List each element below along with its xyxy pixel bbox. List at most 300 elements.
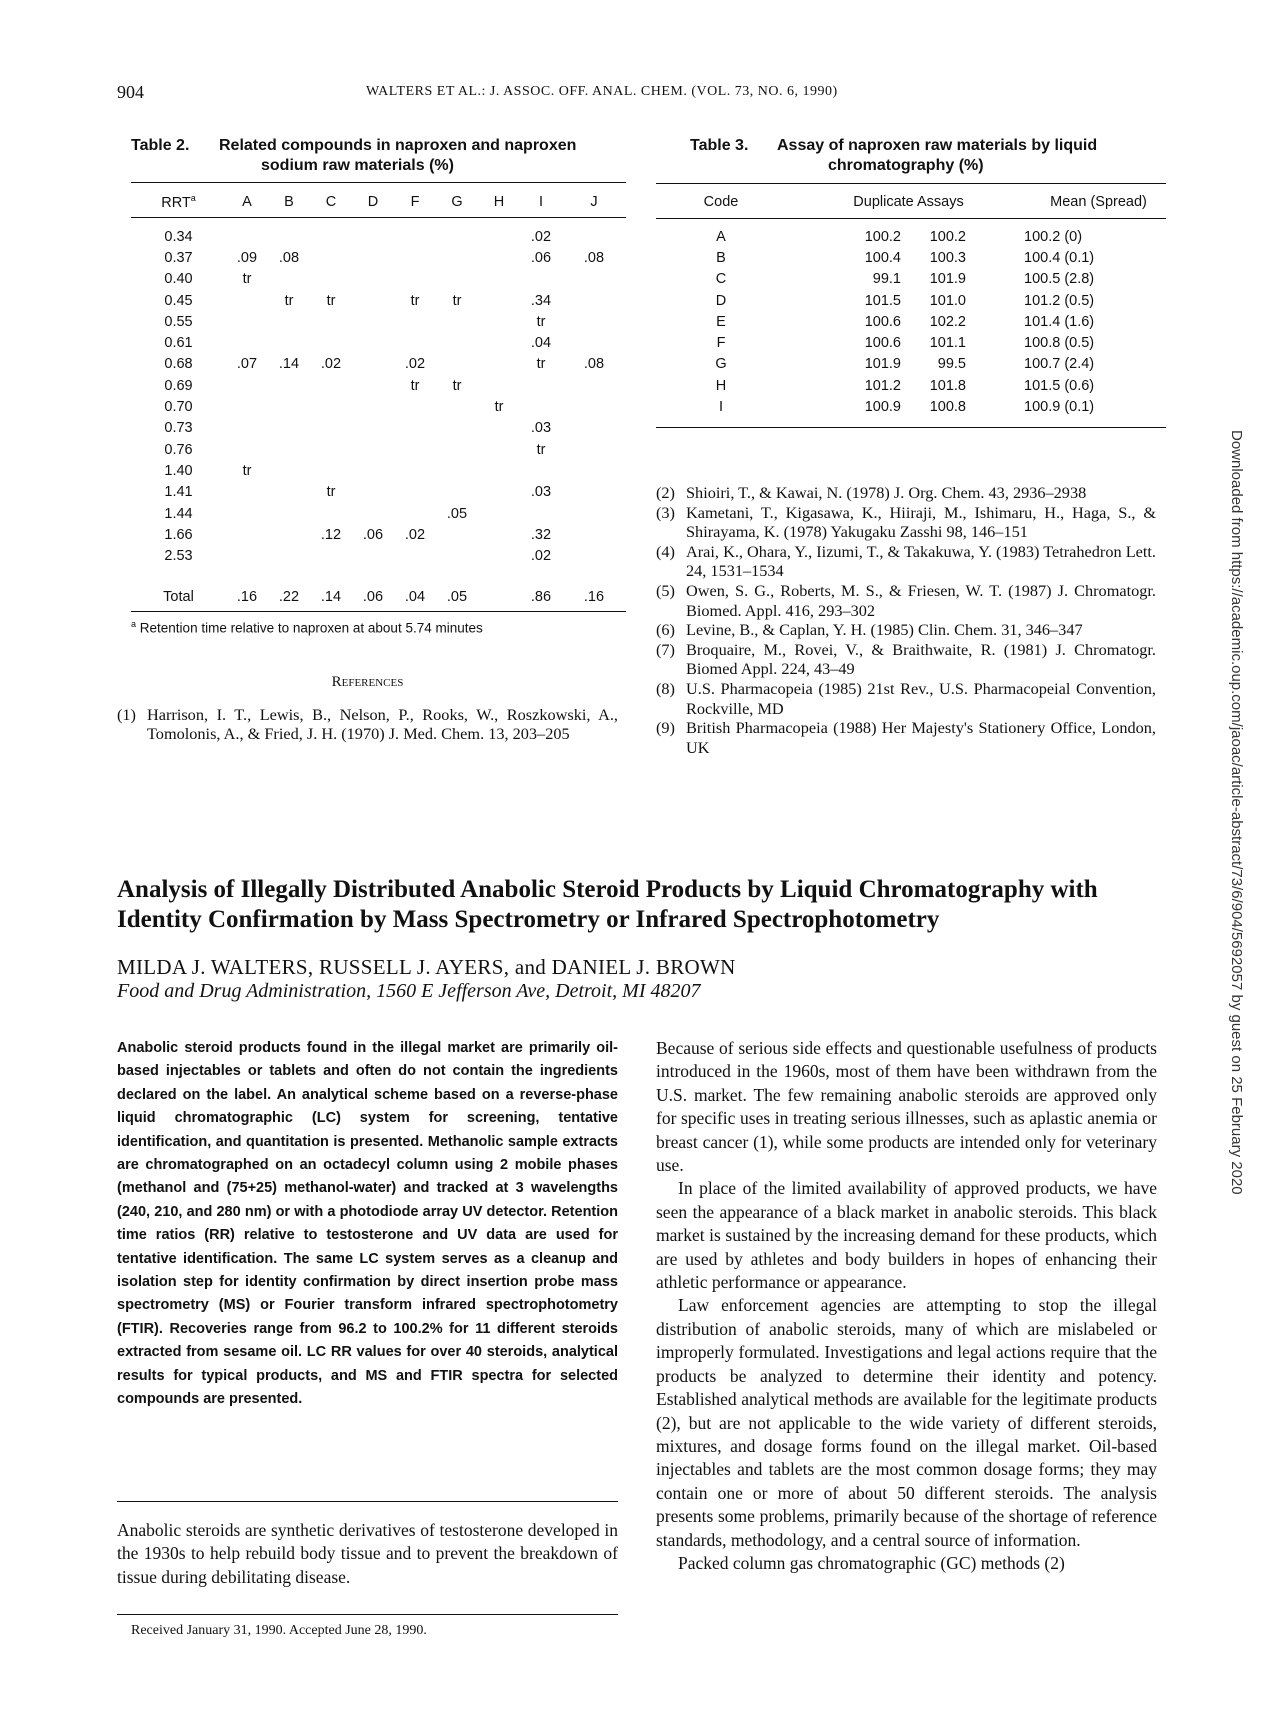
table2-cell: .08 xyxy=(583,356,605,373)
right-column-text xyxy=(656,1037,1157,1575)
table2-cell xyxy=(478,545,520,566)
table3-cell: 100.7 (2.4) xyxy=(1024,356,1095,373)
table2-cell xyxy=(478,460,520,481)
reference-5-text: Owen, S. G., Roberts, M. S., & Friesen, W. T. (1987) J. Chromatogr. Biomed. Appl. 416, 293–302 xyxy=(686,580,1156,620)
table2-cell xyxy=(562,269,626,290)
reference-3-number: (3) xyxy=(656,502,675,522)
table2-cell xyxy=(310,418,352,439)
table2-cell xyxy=(436,247,478,268)
table3-cell: 101.2 xyxy=(864,377,901,394)
table2-cell xyxy=(394,269,436,290)
table3-header-rule xyxy=(656,218,1166,219)
table2-head-rrt xyxy=(131,191,226,212)
table2-cell xyxy=(562,482,626,503)
table2-cell: .04 xyxy=(530,335,552,352)
table3-cell: 101.1 xyxy=(929,335,966,352)
reference-7-number: (7) xyxy=(656,639,675,659)
table2-cell: .12 xyxy=(320,526,342,543)
table2-cell xyxy=(352,269,394,290)
table3-cell: C xyxy=(715,271,727,288)
table2-cell xyxy=(310,503,352,524)
table2-cell xyxy=(478,247,520,268)
table3-cell: B xyxy=(716,249,726,266)
reference-8-number: (8) xyxy=(656,678,675,698)
table2-cell: .14 xyxy=(278,356,300,373)
table2-top-rule xyxy=(131,182,626,183)
table2-cell xyxy=(310,332,352,353)
reference-4-number: (4) xyxy=(656,541,675,561)
table3-cell: 102.2 xyxy=(929,313,966,330)
reference-9-text: British Pharmacopeia (1988) Her Majesty's Stationery Office, London, UK xyxy=(686,718,1156,757)
table2-cell xyxy=(352,503,394,524)
table3-cell: E xyxy=(716,313,726,330)
table2-title-line1: Related compounds in naproxen and naproxen xyxy=(219,137,577,154)
table2-head-label: B xyxy=(284,193,294,210)
table3-title-line2: chromatography (%) xyxy=(828,157,984,174)
table2-cell xyxy=(268,311,310,332)
table2-cell xyxy=(352,375,394,396)
table2-cell xyxy=(394,545,436,566)
table2-cell: .08 xyxy=(583,249,605,266)
table2-body-table xyxy=(131,226,626,567)
table2-cell: 0.40 xyxy=(164,271,193,288)
table3-cell: 100.2 xyxy=(864,228,901,245)
table3-cell: 101.4 (1.6) xyxy=(1024,313,1095,330)
table2-cell xyxy=(436,311,478,332)
table3-cell: A xyxy=(716,228,726,245)
reference-1-text: Harrison, I. T., Lewis, B., Nelson, P., Rooks, W., Roszkowski, A., Tomolonis, A., & Fried, J. H. (1970) J. Med. Chem. 13, 203–205 xyxy=(147,704,618,744)
footnote-divider xyxy=(117,1614,618,1615)
reference-5 xyxy=(656,581,1156,620)
table3-top-rule xyxy=(656,183,1166,184)
table2-cell: .03 xyxy=(530,420,552,437)
table2-cell xyxy=(226,311,268,332)
table2-head-label: A xyxy=(242,193,252,210)
table2-cell xyxy=(562,311,626,332)
abstract: Anabolic steroid products found in the illegal market are primarily oil-based injectables or tablets and often do not contain the ingredients declared on the label. An analytical scheme based on a reverse-phase liquid chromatographic (LC) system for screening, tentative identification, and quantitation is presented. Methanolic sample extracts are chromatographed on an octadecyl column using 2 mobile phases (methanol and (75+25) methanol-water) and tracked at 3 wavelengths (240, 210, and 280 nm) or with a photodiode array UV detector. Retention time ratios (RR) relative to testosterone and UV data are used for tentative identification. The same LC system serves as a cleanup and isolation step for identity confirmation by direct insertion probe mass spectrometry (MS) or Fourier transform infrared spectrophotometry (FTIR). Recoveries range from 96.2 to 100.2% for 11 different steroids extracted from sesame oil. LC RR values for over 40 steroids, analytical results for typical products, and MS and FTIR spectra for selected compounds are presented. xyxy=(117,1040,618,1408)
table2-cell xyxy=(394,503,436,524)
table2-head-c xyxy=(310,191,352,212)
table2-head-f xyxy=(394,191,436,212)
table2-cell xyxy=(478,503,520,524)
table2-cell xyxy=(478,290,520,311)
table2-cell xyxy=(310,375,352,396)
table3-cell: 101.0 xyxy=(929,292,966,309)
table2-cell xyxy=(478,524,520,545)
table2-cell: 1.44 xyxy=(164,505,193,522)
table2-cell xyxy=(352,482,394,503)
table2-cell xyxy=(562,290,626,311)
table2-total-table xyxy=(131,586,626,607)
reference-1 xyxy=(117,705,618,744)
table3-cell: 100.9 (0.1) xyxy=(1024,399,1095,416)
references-right xyxy=(656,483,1156,757)
table3-cell: 100.8 (0.5) xyxy=(1024,335,1095,352)
table-row xyxy=(131,439,626,460)
reference-7-text: Broquaire, M., Rovei, V., & Braithwaite, R. (1981) J. Chromatogr. Biomed Appl. 224, 43–49 xyxy=(686,639,1156,679)
table2-cell: .06 xyxy=(362,526,384,543)
table2-cell xyxy=(520,460,562,481)
table2-head-h xyxy=(478,191,520,212)
table2-cell: .32 xyxy=(530,526,552,543)
table2-cell: .05 xyxy=(446,505,468,522)
table2-cell xyxy=(310,226,352,247)
received-note: Received January 31, 1990. Accepted June 28, 1990. xyxy=(131,1623,427,1638)
reference-3-text: Kametani, T., Kigasawa, K., Hiiraji, M., Ishimaru, H., Haga, S., & Shirayama, K. (1978) Yakugaku Zasshi 98, 146–151 xyxy=(686,502,1156,542)
reference-3 xyxy=(656,503,1156,542)
table3-caption xyxy=(690,136,1170,174)
table2-cell xyxy=(394,247,436,268)
table2-cell: tr xyxy=(452,377,462,394)
table2-cell xyxy=(436,545,478,566)
table2-cell xyxy=(268,269,310,290)
table-row xyxy=(131,482,626,503)
table2-total-cell: .05 xyxy=(446,588,468,605)
table2-cell: 0.73 xyxy=(164,420,193,437)
table2-total-cell: .22 xyxy=(278,588,300,605)
table3-cell: 100.3 xyxy=(929,249,966,266)
table2-cell xyxy=(436,482,478,503)
table2-bottom-rule xyxy=(131,611,626,612)
table2-cell: 2.53 xyxy=(164,548,193,565)
table2-cell xyxy=(352,226,394,247)
table2-cell xyxy=(394,418,436,439)
reference-1-number: (1) xyxy=(117,704,136,724)
table3-cell: 100.4 (0.1) xyxy=(1024,249,1095,266)
table2-cell: 0.55 xyxy=(164,313,193,330)
table3-cell: 101.5 xyxy=(864,292,901,309)
table3-cell: 100.6 xyxy=(864,313,901,330)
table-row xyxy=(656,375,1166,396)
table2-cell: 0.69 xyxy=(164,377,193,394)
table2-head-d xyxy=(352,191,394,212)
table3-cell: 100.4 xyxy=(864,249,901,266)
table2-cell xyxy=(436,524,478,545)
table2-cell xyxy=(436,396,478,417)
table-row xyxy=(131,503,626,524)
table2-head-g xyxy=(436,191,478,212)
author-list: MILDA J. WALTERS, RUSSELL J. AYERS, and DANIEL J. BROWN xyxy=(117,955,736,979)
table2-cell xyxy=(352,545,394,566)
table2-cell xyxy=(310,269,352,290)
table2-cell: tr xyxy=(242,271,252,288)
table2-cell: tr xyxy=(326,292,336,309)
table-row xyxy=(656,290,1166,311)
references-left xyxy=(117,673,618,744)
table2-cell xyxy=(268,418,310,439)
table2-cell: tr xyxy=(536,356,546,373)
table2-cell xyxy=(562,503,626,524)
table3-cell: 101.5 (0.6) xyxy=(1024,377,1095,394)
table2-footnote-mark: a xyxy=(131,619,137,629)
table3-cell: 101.9 xyxy=(929,271,966,288)
body-paragraph-4: Packed column gas chromatographic (GC) methods (2) xyxy=(678,1552,1065,1573)
reference-7 xyxy=(656,640,1156,679)
references-heading: References xyxy=(331,674,404,690)
table2-cell xyxy=(520,269,562,290)
table2-head-b xyxy=(268,191,310,212)
table3-cell: 100.9 xyxy=(864,399,901,416)
table-row xyxy=(131,247,626,268)
table2-cell xyxy=(352,247,394,268)
table2-cell: 0.68 xyxy=(164,356,193,373)
table2-cell xyxy=(226,226,268,247)
table2-cell xyxy=(562,375,626,396)
author-affiliation: Food and Drug Administration, 1560 E Jefferson Ave, Detroit, MI 48207 xyxy=(117,980,701,1002)
table2-head-label: D xyxy=(367,193,379,210)
table2-cell xyxy=(478,439,520,460)
reference-9-number: (9) xyxy=(656,718,675,738)
table2-cell: .02 xyxy=(320,356,342,373)
table3-cell: F xyxy=(716,335,726,352)
table2-footnote-text: Retention time relative to naproxen at about 5.74 minutes xyxy=(139,620,483,636)
table2-cell xyxy=(310,439,352,460)
body-paragraph-2: In place of the limited availability of approved products, we have seen the appearance of a black market in anabolic steroids. This black market is sustained by the increasing demand for these products, which are used by athletes and body builders in hopes of enhancing their athletic performance or appearance. xyxy=(656,1178,1157,1293)
table2-cell: .03 xyxy=(530,484,552,501)
table2-cell xyxy=(226,375,268,396)
table2-cell xyxy=(520,396,562,417)
table2-cell xyxy=(268,524,310,545)
table2-cell: .08 xyxy=(278,249,300,266)
table2-cell: 0.76 xyxy=(164,441,193,458)
table2-cell xyxy=(226,290,268,311)
table2-head-label: J xyxy=(590,193,598,210)
table3-head-mean: Mean (Spread) xyxy=(1050,193,1147,210)
table2-total-cell: .14 xyxy=(320,588,342,605)
table2-cell xyxy=(436,269,478,290)
table2-cell xyxy=(478,482,520,503)
table3-cell: 100.5 (2.8) xyxy=(1024,271,1095,288)
table2-cell xyxy=(268,332,310,353)
table2-cell xyxy=(226,545,268,566)
reference-9 xyxy=(656,718,1156,757)
table2-cell: tr xyxy=(410,292,420,309)
table2-cell: .34 xyxy=(530,292,552,309)
table2-cell xyxy=(352,439,394,460)
table-row xyxy=(656,354,1166,375)
table2-cell: 0.70 xyxy=(164,399,193,416)
table2-cell xyxy=(436,439,478,460)
table2-total-cell xyxy=(478,586,520,607)
reference-5-number: (5) xyxy=(656,580,675,600)
table2-cell: .02 xyxy=(404,356,426,373)
table2-cell: tr xyxy=(494,399,504,416)
running-head: WALTERS ET AL.: J. ASSOC. OFF. ANAL. CHEM. (VOL. 73, NO. 6, 1990) xyxy=(366,84,838,99)
table3-cell: G xyxy=(715,356,727,373)
table2-cell: .07 xyxy=(236,356,258,373)
table2-cell xyxy=(436,418,478,439)
abstract-divider xyxy=(117,1501,618,1502)
table3-cell: 100.8 xyxy=(929,399,966,416)
table2-cell xyxy=(268,396,310,417)
body-paragraph-3: Law enforcement agencies are attempting to stop the illegal distribution of anabolic steroids, many of which are mislabeled or improperly formulated. Investigations and legal actions require that the products be analyzed to determine their identity and potency. Established analytical methods are available for the legitimate products (2), but are not applicable to the wide variety of different steroids, mixtures, and dosage forms found on the illegal market. Oil-based injectables and tablets are the most common dosage forms; they may contain one or more of about 50 different steroids. The analysis presents some problems, primarily because of the shortage of reference standards, methodology, and a central source of information. xyxy=(656,1295,1157,1550)
table2-cell xyxy=(352,311,394,332)
table-row xyxy=(131,396,626,417)
table2-cell xyxy=(310,545,352,566)
table2-total-cell: .06 xyxy=(362,588,384,605)
table-row xyxy=(131,290,626,311)
table2-cell xyxy=(268,503,310,524)
table-row xyxy=(656,396,1166,417)
table3-cell: 100.6 xyxy=(864,335,901,352)
table2-cell xyxy=(268,460,310,481)
table2-cell xyxy=(226,418,268,439)
table2-label: Table 2. xyxy=(131,137,190,154)
table2-cell xyxy=(268,545,310,566)
reference-8 xyxy=(656,679,1156,718)
table2-cell xyxy=(562,460,626,481)
table-row xyxy=(131,375,626,396)
intro-paragraph-left: Anabolic steroids are synthetic derivatives of testosterone developed in the 1930s to help rebuild body tissue and to prevent the breakdown of tissue during debilitating disease. xyxy=(117,1520,618,1587)
table2-cell: tr xyxy=(536,441,546,458)
table2-cell xyxy=(436,226,478,247)
table2-cell xyxy=(478,311,520,332)
table2-cell xyxy=(226,503,268,524)
table3-cell: D xyxy=(715,292,727,309)
table2-header-table xyxy=(131,191,626,212)
table2-cell xyxy=(226,396,268,417)
reference-6-number: (6) xyxy=(656,620,675,640)
table2-cell xyxy=(268,226,310,247)
table2-cell xyxy=(478,375,520,396)
table2-cell: 0.34 xyxy=(164,228,193,245)
table2-cell xyxy=(310,247,352,268)
table3-title-line1: Assay of naproxen raw materials by liquid xyxy=(777,137,1098,154)
table2-head-i xyxy=(520,191,562,212)
table2-cell: 1.66 xyxy=(164,526,193,543)
table2-head-label: G xyxy=(451,193,463,210)
table3-body xyxy=(656,226,1166,418)
table-row xyxy=(131,545,626,566)
table3-head-duplicate: Duplicate Assays xyxy=(853,193,964,210)
table2-cell: .02 xyxy=(530,548,552,565)
table3-cell: H xyxy=(715,377,727,394)
table2-cell xyxy=(226,482,268,503)
table2-cell xyxy=(352,290,394,311)
table2-cell xyxy=(268,482,310,503)
table-row xyxy=(656,247,1166,268)
table2-cell xyxy=(436,332,478,353)
table2-cell: tr xyxy=(410,377,420,394)
table2-footnote xyxy=(131,619,483,636)
table2-cell xyxy=(352,332,394,353)
table2-cell xyxy=(394,226,436,247)
table2-head-label: C xyxy=(325,193,337,210)
table2-cell xyxy=(226,439,268,460)
table2-title-line2: sodium raw materials (%) xyxy=(261,157,454,174)
table-row xyxy=(656,269,1166,290)
table-row xyxy=(131,226,626,247)
table2-cell xyxy=(352,354,394,375)
table2-cell xyxy=(478,269,520,290)
table2-head-label: I xyxy=(538,193,544,210)
table2-total-cell: .16 xyxy=(583,588,605,605)
table2-cell xyxy=(352,396,394,417)
table-row xyxy=(131,332,626,353)
table2-head-j xyxy=(562,191,626,212)
table2-cell: tr xyxy=(326,484,336,501)
table-row xyxy=(656,332,1166,353)
table2-cell: 1.40 xyxy=(164,462,193,479)
download-watermark: Downloaded from https://academic.oup.com/jaoac/article-abstract/73/6/904/5692057 by guest on 25 February 2020 xyxy=(1228,430,1245,1195)
table2-cell: tr xyxy=(284,292,294,309)
table2-cell xyxy=(478,418,520,439)
table2-cell xyxy=(520,375,562,396)
article-title: Analysis of Illegally Distributed Anabolic Steroid Products by Liquid Chromatography with Identity Confirmation by Mass Spectrometry or Infrared Spectrophotometry xyxy=(117,876,1098,933)
table-row xyxy=(131,460,626,481)
table2-cell xyxy=(520,503,562,524)
reference-4 xyxy=(656,542,1156,581)
table2-cell: .02 xyxy=(404,526,426,543)
body-paragraph-1: Because of serious side effects and questionable usefulness of products introduced in the 1960s, most of them have been withdrawn from the U.S. market. The few remaining anabolic steroids are approved only for specific uses in treating serious illnesses, such as aplastic anemia or breast cancer (1), while some products are intended only for veterinary use. xyxy=(656,1038,1157,1176)
table2-cell: 0.61 xyxy=(164,335,193,352)
table2-cell xyxy=(562,226,626,247)
table2-cell xyxy=(562,396,626,417)
table-row xyxy=(656,226,1166,247)
reference-2-number: (2) xyxy=(656,483,675,502)
table2-head-label: F xyxy=(410,193,420,210)
table2-cell xyxy=(394,460,436,481)
table2-cell: 1.41 xyxy=(164,484,193,501)
table-row xyxy=(131,524,626,545)
table3-header xyxy=(656,191,1166,212)
table2-cell xyxy=(562,418,626,439)
table2-cell: .09 xyxy=(236,249,258,266)
table2-cell xyxy=(310,460,352,481)
table2-head-a xyxy=(226,191,268,212)
table2-cell xyxy=(310,396,352,417)
table2-cell xyxy=(436,354,478,375)
table2-cell xyxy=(352,418,394,439)
table3-cell: 101.2 (0.5) xyxy=(1024,292,1095,309)
table2-cell xyxy=(562,439,626,460)
reference-2 xyxy=(656,483,1156,503)
table3-cell: 100.2 xyxy=(929,228,966,245)
table3-head-code: Code xyxy=(703,193,739,210)
table3-label: Table 3. xyxy=(690,137,749,154)
table2-cell xyxy=(562,524,626,545)
table-row xyxy=(131,269,626,290)
reference-8-text: U.S. Pharmacopeia (1985) 21st Rev., U.S. Pharmacopeial Convention, Rockville, MD xyxy=(686,678,1156,718)
table2-cell xyxy=(268,439,310,460)
table2-total-cell: .86 xyxy=(530,588,552,605)
table2-cell xyxy=(562,545,626,566)
table2-cell xyxy=(478,226,520,247)
table2-caption xyxy=(131,136,626,174)
table2-header xyxy=(131,191,626,212)
table2-cell: .02 xyxy=(530,228,552,245)
table2-cell xyxy=(394,482,436,503)
reference-4-text: Arai, K., Ohara, Y., Iizumi, T., & Takakuwa, Y. (1983) Tetrahedron Lett. 24, 1531–1534 xyxy=(686,541,1156,581)
table3-cell: 101.8 xyxy=(929,377,966,394)
table2-head-label: H xyxy=(493,193,505,210)
table3-header-table xyxy=(656,191,1166,212)
table3-body-table xyxy=(656,226,1166,418)
table2-total-cell: .16 xyxy=(236,588,258,605)
table2-total-cell: Total xyxy=(163,588,194,605)
table2-cell xyxy=(394,332,436,353)
table2-cell: .06 xyxy=(530,249,552,266)
table2-cell xyxy=(436,460,478,481)
table3-cell: 99.1 xyxy=(872,271,901,288)
table2-header-rule xyxy=(131,217,626,218)
table2-cell xyxy=(268,375,310,396)
table-row xyxy=(656,311,1166,332)
table2-cell xyxy=(394,396,436,417)
page-number: 904 xyxy=(117,82,144,102)
table-row xyxy=(131,311,626,332)
table2-cell xyxy=(394,439,436,460)
